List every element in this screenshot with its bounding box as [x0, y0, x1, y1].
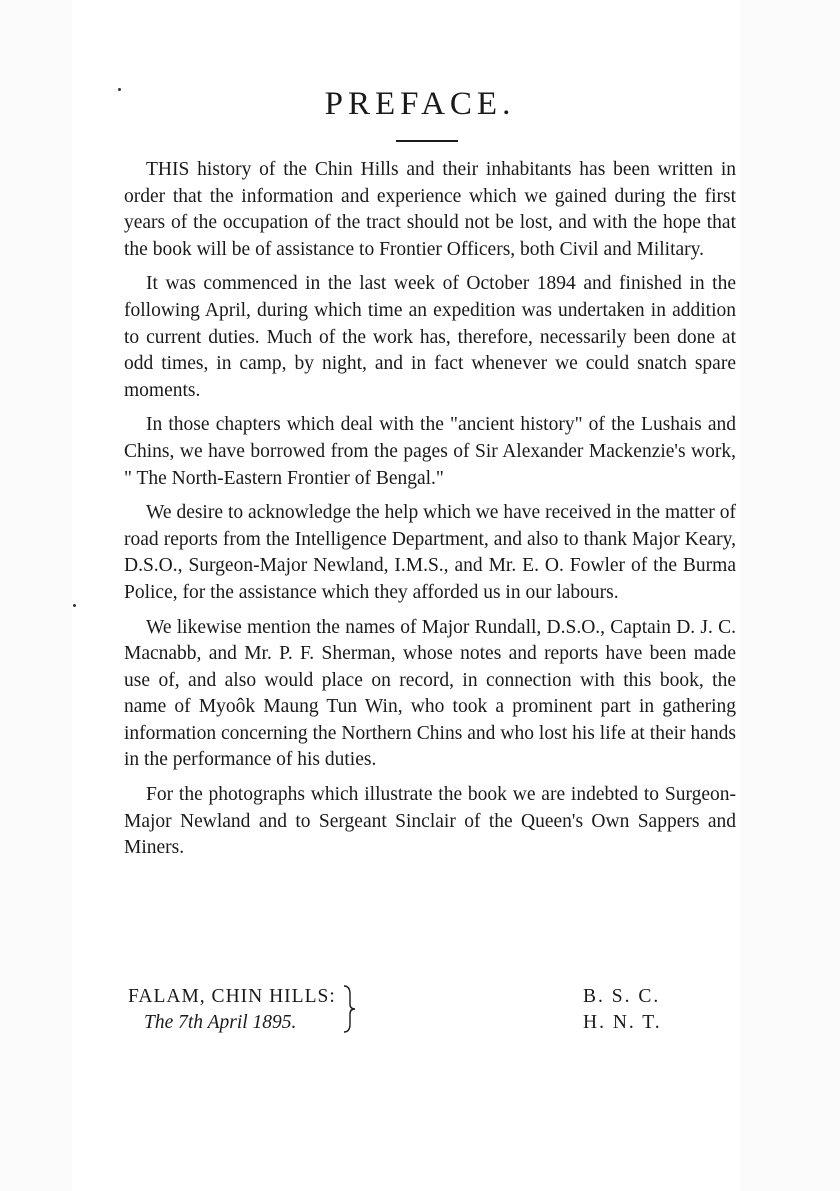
scan-speck: [118, 88, 121, 91]
signature-place: FALAM, CHIN HILLS:: [128, 986, 336, 1007]
author-initials-2: H. N. T.: [583, 1012, 662, 1033]
signature-authors: [583, 984, 662, 1036]
page-title: PREFACE.: [324, 86, 516, 122]
paragraph-2: It was commenced in the last week of October 1894 and finished in the following April, during which time an expedition was undertaken in addition to current duties. Much of the work has, therefore, necessarily been done at odd times, in camp, by night, and in fact whenever we could snatch spare moments.: [124, 273, 736, 401]
signature-place-date: [128, 984, 336, 1036]
paragraph-1: THIS history of the Chin Hills and their inhabitants has been written in order that the information and experience which we gained during the first years of the occupation of the tract should not be lost, and with the hope that the book will be of assistance to Frontier Officers, both Civil and Military.: [124, 159, 736, 260]
preface-body: [124, 157, 736, 870]
paragraph-5: We likewise mention the names of Major Rundall, D.S.O., Captain D. J. C. Macnabb, and Mr. P. F. Sherman, whose notes and reports have been made use of, and also would place on record, in connection with this book, the name of Myoôk Maung Tun Win, who took a prominent part in gathering information concerning the Northern Chins and who lost his life at their hands in the performance of his duties.: [124, 616, 736, 771]
title-rule: [396, 140, 458, 142]
paragraph-6: For the photographs which illustrate the book we are indebted to Surgeon-Major Newland and to Sergeant Sinclair of the Queen's Own Sappers and Miners.: [124, 784, 736, 859]
page-margin-right: [740, 0, 840, 1191]
scan-speck: [73, 604, 76, 607]
author-initials-1: B. S. C.: [583, 986, 661, 1007]
signature-date: The 7th April 1895.: [144, 1012, 297, 1033]
page-margin-left: [0, 0, 72, 1191]
paragraph-3: In those chapters which deal with the "ancient history" of the Lushais and Chins, we have borrowed from the pages of Sir Alexander Mackenzie's work, " The North-Eastern Frontier of Bengal.": [124, 414, 736, 489]
curly-brace: [340, 984, 358, 1034]
paragraph-4: We desire to acknowledge the help which we have received in the matter of road reports from the Intelligence Department, and also to thank Major Keary, D.S.O., Surgeon-Major Newland, I.M.S., and Mr. E. O. Fowler of the Burma Police, for the assistance which they afforded us in our labours.: [124, 502, 736, 603]
